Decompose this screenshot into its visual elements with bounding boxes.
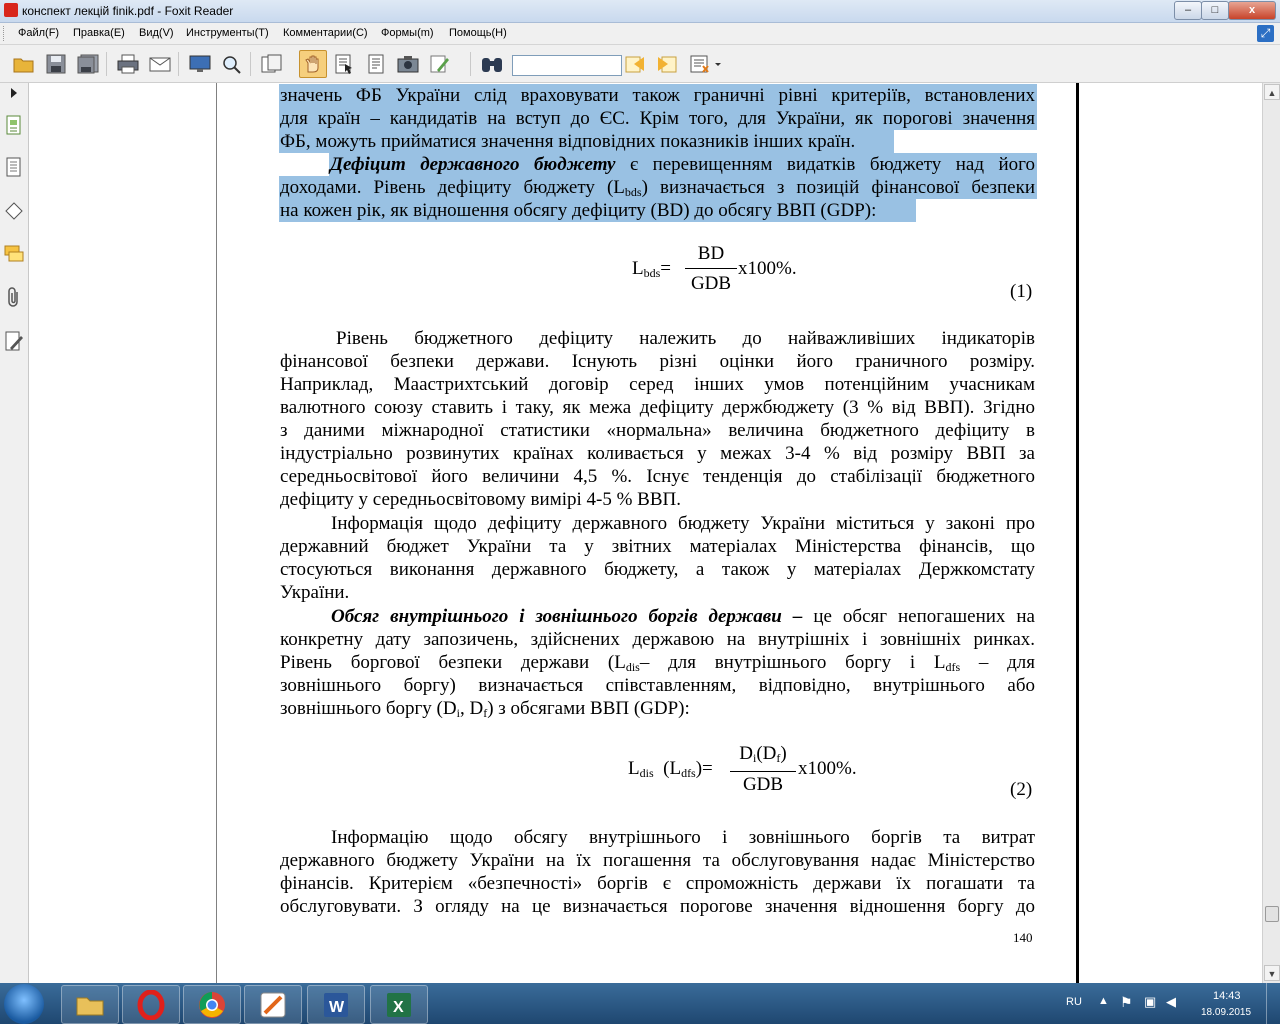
camera-icon[interactable] — [396, 52, 420, 76]
text-line: ФБ, можуть прийматися значення відповідних показників інших країн. — [280, 131, 856, 152]
fraction-bar — [685, 268, 737, 269]
pages-icon[interactable] — [260, 52, 284, 76]
text-line: обслуговувати. З огляду на це визначається порогове значення відношення боргу до — [280, 896, 1035, 917]
text-line: Рівень бюджетного дефіциту належить до найважливіших індикаторів — [336, 328, 1035, 349]
text-line: Наприклад, Маастрихтський договір серед інших умов потенційним учасникам — [280, 374, 1035, 395]
title-bar — [0, 0, 1280, 23]
menu-forms[interactable]: Формы(m) — [381, 27, 434, 39]
svg-text:X: X — [393, 998, 404, 1016]
email-icon[interactable] — [148, 52, 172, 76]
text-line: державний бюджет України та у звітних матеріалах Міністерства фінансів, що — [280, 536, 1035, 557]
zoom-icon[interactable] — [220, 52, 244, 76]
text-line: з даними міжнародної статистики «нормальна» величина бюджетного дефіциту в — [280, 420, 1035, 441]
opera-icon[interactable] — [122, 985, 180, 1024]
signatures-panel-icon[interactable] — [4, 330, 24, 352]
svg-text:W: W — [329, 998, 345, 1016]
fraction-bar — [730, 771, 796, 772]
menu-bar — [0, 23, 1280, 45]
vertical-scrollbar[interactable] — [1262, 83, 1280, 983]
text-line: фінансів. Критерієм «безпечності» боргів є спроможність держави їх погашати та — [280, 873, 1035, 894]
text-line — [280, 176, 1035, 199]
debt-term: Обсяг внутрішнього і зовнішнього боргів держави – — [331, 606, 803, 627]
text-fragment: , D — [459, 698, 484, 719]
clock-time[interactable]: 14:43 — [1213, 990, 1241, 1002]
text-line — [280, 651, 1035, 674]
menu-comments[interactable]: Комментарии(C) — [283, 27, 368, 39]
network-icon[interactable]: ▣ — [1144, 994, 1157, 1009]
close-button[interactable]: x — [1228, 1, 1276, 20]
foxit-reader-icon[interactable] — [244, 985, 302, 1024]
text-line: зовнішнього боргу) визначається співставленням, відповідно, внутрішнього або — [280, 675, 1035, 696]
formula-number: (1) — [1010, 281, 1033, 302]
clock-date[interactable]: 18.09.2015 — [1201, 1007, 1252, 1018]
page-right-edge — [1076, 83, 1079, 983]
text-line — [330, 153, 1035, 176]
screen-icon[interactable] — [188, 52, 212, 76]
chrome-icon[interactable] — [183, 985, 241, 1024]
formula-denominator: GDB — [690, 273, 732, 294]
print-icon[interactable] — [116, 52, 140, 76]
text-fragment: це обсяг непогашених на — [802, 606, 1035, 627]
text-line: значень ФБ України слід враховувати також граничні рівні критеріїв, встановлених — [280, 85, 1035, 106]
subscript: dfs — [945, 660, 961, 674]
text-line: фінансової безпеки держави. Існують різні оцінки його граничного розміру. — [280, 351, 1035, 372]
save-icon[interactable] — [44, 52, 68, 76]
sidebar-expand-arrow-icon[interactable] — [4, 85, 24, 101]
select-text-icon[interactable] — [332, 52, 356, 76]
show-hidden-icons-icon[interactable]: ▲ — [1098, 995, 1109, 1007]
text-fragment: Рівень боргової безпеки держави (L — [280, 652, 626, 673]
menu-help[interactable]: Помощь(H) — [449, 27, 507, 39]
text-fragment: доходами. Рівень дефіциту бюджету (L — [280, 177, 625, 198]
toolbar — [0, 45, 1280, 83]
open-folder-icon[interactable] — [12, 52, 36, 76]
maximize-button[interactable]: □ — [1201, 1, 1229, 20]
minimize-button[interactable]: – — [1174, 1, 1202, 20]
text-line: Інформація щодо дефіциту державного бюджету України міститься у законі про — [331, 513, 1035, 534]
hand-tool-icon[interactable] — [299, 50, 327, 78]
snapshot-icon[interactable] — [364, 52, 388, 76]
typewriter-icon[interactable] — [428, 52, 452, 76]
foxit-app-icon — [4, 3, 18, 17]
text-line: Інформацію щодо обсягу внутрішнього і зовнішнього боргів та витрат — [331, 827, 1035, 848]
file-explorer-icon[interactable] — [61, 985, 119, 1024]
attachments-panel-icon[interactable] — [4, 286, 24, 308]
subscript: i — [456, 706, 460, 720]
pages-panel-icon[interactable] — [4, 114, 24, 136]
deficit-definition: є перевищенням видатків бюджету над його — [615, 154, 1035, 175]
deficit-term: Дефіцит державного бюджету — [330, 154, 616, 175]
text-line: валютного союзу ставить і таку, як межа дефіциту держбюджету (3 % від ВВП). Згідно — [280, 397, 1035, 418]
text-fragment: – для внутрішнього боргу і L — [639, 652, 946, 673]
text-line: конкретну дату запозичень, здійснених державою на внутрішніх і зовнішніх ринках. — [280, 629, 1035, 650]
language-indicator[interactable]: RU — [1066, 996, 1082, 1008]
taskbar — [0, 983, 1280, 1024]
search-options-icon[interactable] — [689, 52, 723, 76]
menu-tools[interactable]: Инструменты(T) — [186, 27, 269, 39]
text-line: на кожен рік, як відношення обсягу дефіциту (BD) до обсягу ВВП (GDP): — [280, 200, 877, 221]
text-line: стосуються виконання державного бюджету, а також у матеріалах Держкомстату — [280, 559, 1035, 580]
restore-document-icon[interactable]: ⤢ — [1257, 25, 1274, 42]
next-result-icon[interactable] — [655, 52, 679, 76]
search-input[interactable] — [512, 55, 622, 76]
text-line: індустріально розвинутих країнах коливається у межах 3-4 % від розміру ВВП за — [280, 443, 1035, 464]
scroll-up-icon[interactable]: ▲ — [1264, 84, 1280, 100]
formula-numerator: BD — [697, 243, 725, 264]
text-line: дефіциту у середньосвітовому вимірі 4-5 % ВВП. — [280, 489, 681, 510]
text-fragment: ) з обсягами ВВП (GDP): — [487, 698, 690, 719]
navigation-sidebar — [0, 83, 29, 983]
menu-file[interactable]: Файл(F) — [18, 27, 60, 39]
scroll-down-icon[interactable]: ▼ — [1264, 965, 1280, 981]
formula-number: (2) — [1010, 779, 1033, 800]
text-line — [331, 605, 1035, 628]
page-left-edge — [216, 83, 217, 983]
formula-rhs: x100%. — [798, 758, 857, 779]
subscript: f — [483, 706, 488, 720]
text-line: для країн – кандидатів на вступ до ЄС. Крім того, для України, як порогові значення — [280, 108, 1035, 129]
formula-numerator: $D_i(D_f)$ — [739, 743, 787, 765]
text-fragment: ) визначається з позицій фінансової безпеки — [641, 177, 1035, 198]
save-all-icon[interactable] — [76, 52, 100, 76]
bookmarks-panel-icon[interactable] — [4, 200, 24, 222]
word-icon[interactable] — [307, 985, 365, 1024]
subscript: dis — [625, 660, 640, 674]
formula-lhs: $L_{dis}$ $(L_{dfs})=$ — [628, 758, 713, 780]
binoculars-icon[interactable] — [480, 52, 504, 76]
text-line: середньосвітової його величини 4,5 %. Існує тенденція до стабілізації бюджетного — [280, 466, 1035, 487]
formula-rhs: x100%. — [738, 258, 797, 279]
comments-panel-icon[interactable] — [4, 243, 24, 265]
window-title: конспект лекцій finik.pdf - Foxit Reader — [22, 4, 234, 18]
text-line: державного бюджету України на їх погашення та обслуговування надає Міністерство — [280, 850, 1035, 871]
formula-denominator: GDB — [742, 774, 784, 795]
excel-icon[interactable] — [370, 985, 428, 1024]
text-fragment: зовнішнього боргу (D — [280, 698, 457, 719]
show-desktop-button[interactable] — [1266, 983, 1280, 1024]
menu-view[interactable]: Вид(V) — [139, 27, 174, 39]
text-fragment: – для — [960, 652, 1036, 673]
menu-edit[interactable]: Правка(E) — [73, 27, 125, 39]
layers-panel-icon[interactable] — [4, 156, 24, 178]
text-line: України. — [280, 582, 350, 603]
text-line — [280, 697, 1035, 720]
page-number: 140 — [1013, 930, 1033, 945]
start-button[interactable] — [4, 984, 44, 1024]
action-center-flag-icon[interactable]: ⚑ — [1120, 994, 1133, 1010]
menu-grip — [3, 26, 7, 41]
prev-result-icon[interactable] — [623, 52, 647, 76]
scroll-thumb[interactable] — [1265, 906, 1279, 922]
volume-icon[interactable]: ◀ — [1166, 994, 1176, 1009]
formula-lhs: $L_{bds}=$ — [632, 258, 671, 280]
subscript: bds — [624, 185, 642, 199]
